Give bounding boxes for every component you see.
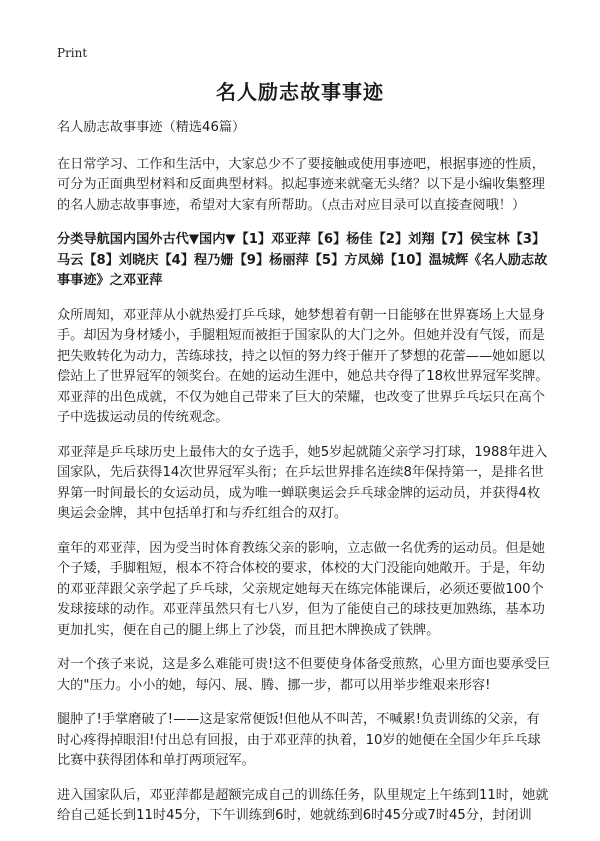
body-paragraph: 众所周知，邓亚萍从小就热爱打乒乓球，她梦想着有朝一日能够在世界赛场上大显身手。却因为身材矮小，手腿粗短而被拒于国家队的大门之外。但她并没有气馁，而是把失败转化为动力，苦练球技，持之以恒的努力终于催开了梦想的花蕾——她如愿以偿站上了世界冠军的领奖台。在她的运动生涯中，她总共夺得了18枚世界冠军奖牌。邓亚萍的出色成就，不仅为她自己带来了巨大的荣耀，也改变了世界乒乓坛只在高个子中选拔运动员的传统观念。 <box>57 307 549 425</box>
body-paragraph: 对一个孩子来说，这是多么难能可贵!这不但要使身体备受煎熬，心里方面也要承受巨大的"压力。小小的她，每闪、展、腾、挪一步，都可以用举步维艰来形容! <box>57 657 551 693</box>
nav-link-cheng-naishan[interactable]: 【4】程乃姗 <box>158 252 234 268</box>
nav-link-deng-yaping[interactable]: 【1】邓亚萍 <box>235 232 311 247</box>
nav-link-yang-jia[interactable]: 【6】杨佳 <box>310 232 373 247</box>
section-heading: 《名人励志故事事迹》之邓亚萍 <box>57 252 548 288</box>
nav-link-ma-yun[interactable]: 【3】马云 <box>57 232 546 268</box>
nav-link-liu-xiang[interactable]: 【2】刘翔 <box>372 232 435 247</box>
body-paragraph: 童年的邓亚萍，因为受当时体育教练父亲的影响，立志做一名优秀的运动员。但是她个子矮，手脚粗短，根本不符合体校的要求，体校的大门没能向她敞开。于是，年幼的邓亚萍跟父亲学起了乒乓球，父亲规定她每天在练完体能课后，必须还要做100个发球接球的动作。邓亚萍虽然只有七八岁，但为了能使自己的球技更加熟练，基本功更加扎实，便在自己的腿上绑上了沙袋，而且把木牌换成了铁牌。 <box>57 540 545 638</box>
nav-link-yang-liping[interactable]: 【9】杨丽萍 <box>233 252 309 268</box>
body-paragraph: 进入国家队后，邓亚萍都是超额完成自己的训练任务，队里规定上午练到11时，她就给自己延长到11时45分，下午训练到6时，她就练到6时45分或7时45分，封闭训 <box>57 787 549 823</box>
category-navigation <box>57 230 551 292</box>
nav-link-liu-xiaoqing[interactable]: 【8】刘晓庆 <box>83 252 159 268</box>
intro-paragraph: 在日常学习、工作和生活中，大家总少不了要接触或使用事迹吧，根据事迹的性质，可分为正面典型材料和反面典型材料。拟起事迹来就毫无头绪？以下是小编收集整理的名人励志故事事迹，希望对大家有所帮助。（点击对应目录可以直接查阅哦！） <box>57 156 545 213</box>
page-title: 名人励志故事事迹 <box>216 80 384 104</box>
print-link[interactable]: Print <box>57 46 88 60</box>
body-paragraph: 邓亚萍是乒乓球历史上最伟大的女子选手，她5岁起就随父亲学习打球，1988年进入国家队，先后获得14次世界冠军头衔；在乒坛世界排名连续8年保持第一，是排名世界第一时间最长的女运动员，成为唯一蝉联奥运会乒乓球金牌的运动员，并获得4枚奥运会金牌，其中包括单打和与乔红组合的双打。 <box>57 444 548 521</box>
article-body <box>57 118 551 841</box>
nav-link-hou-baolin[interactable]: 【7】侯宝林 <box>434 232 510 247</box>
nav-categories[interactable]: 国内国外古代▼国内▼ <box>109 232 236 247</box>
body-paragraph: 腿肿了!手掌磨破了!——这是家常便饭!但他从不叫苦，不喊累!负责训练的父亲，有时心疼得掉眼泪!付出总有回报，由于邓亚萍的执着，10岁的她便在全国少年乒乓球比赛中获得团体和单打两项冠军。 <box>57 712 541 768</box>
nav-label: 分类导航 <box>57 232 110 247</box>
article-subtitle: 名人励志故事事迹（精选46篇） <box>57 120 246 135</box>
nav-link-fang-fengdi[interactable]: 【5】方凤娣 <box>308 252 384 268</box>
nav-link-wen-chenghui[interactable]: 【10】温城辉 <box>383 252 469 268</box>
